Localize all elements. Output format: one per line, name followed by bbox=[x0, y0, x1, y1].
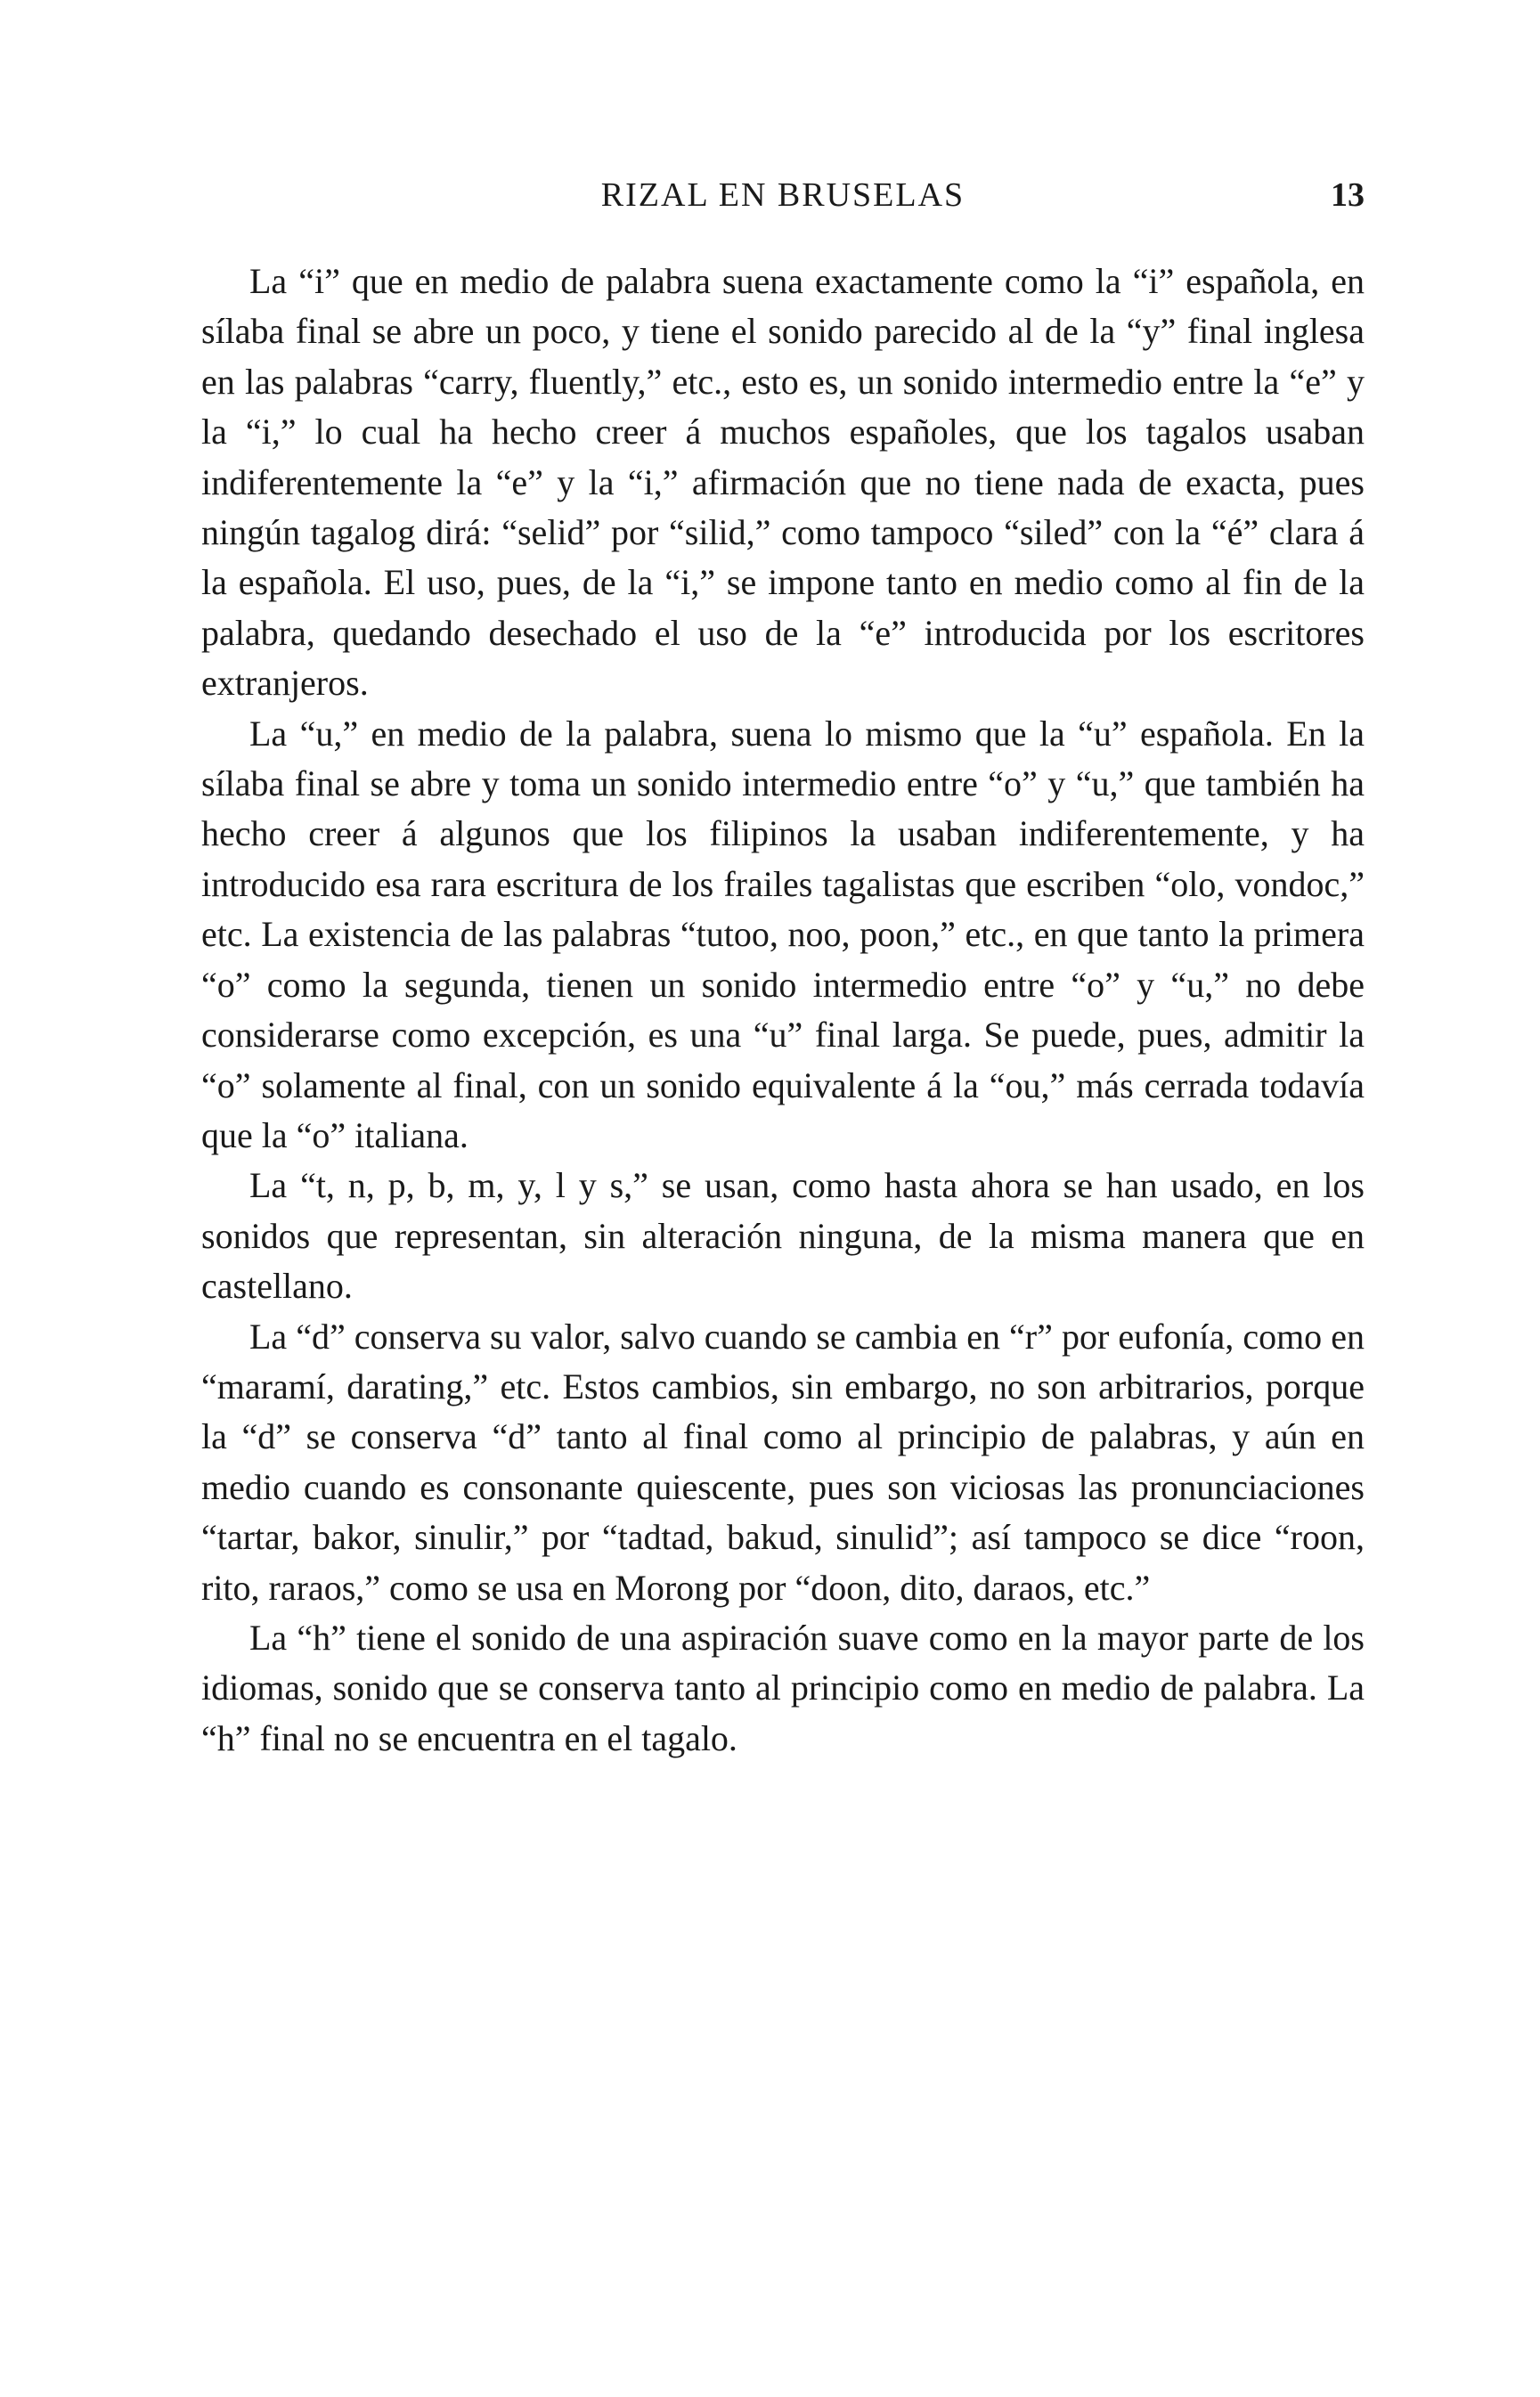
paragraph-consonant-d: La “d” conserva su valor, salvo cuando se cambia en “r” por eufonía, como en “maramí, darating,” etc. Estos cambios, sin embargo, no son arbitrarios, porque la “d” se conserva “d” tanto al final como al principio de palabras, y aún en medio cuando es consonante quiescente, pues son viciosas las pronunciaciones “tartar, bakor, sinulir,” por “tadtad, bakud, sinulid”; así tampoco se dice “roon, rito, raraos,” como se usa en Morong por “doon, dito, daraos, etc.” bbox=[201, 1316, 1365, 1608]
paragraph-vowel-i: La “i” que en medio de palabra suena exactamente como la “i” española, en sílaba final se abre un poco, y tiene el sonido parecido al de la “y” final inglesa en las palabras “carry, fluently,” etc., esto es, un sonido intermedio entre la “e” y la “i,” lo cual ha hecho creer á muchos españoles, que los tagalos usaban indiferentemente la “e” y la “i,” afirmación que no tiene nada de exacta, pues ningún tagalog dirá: “selid” por “silid,” como tampoco “siled” con la “é” clara á la española. El uso, pues, de la “i,” se impone tanto en medio como al fin de la palabra, quedando desechado el uso de la “e” introducida por los escritores extranjeros. bbox=[201, 261, 1365, 704]
page-number: 13 bbox=[1331, 176, 1365, 214]
page-header bbox=[201, 175, 1365, 220]
paragraph-consonant-h: La “h” tiene el sonido de una aspiración suave como en la mayor parte de los idiomas, sonido que se conserva tanto al principio como en medio de palabra. La “h” final no se encuentra en el tagalo. bbox=[201, 1617, 1365, 1758]
running-title: RIZAL EN BRUSELAS bbox=[600, 176, 966, 214]
body-text bbox=[201, 257, 1365, 1764]
paragraph-consonants: La “t, n, p, b, m, y, l y s,” se usan, como hasta ahora se han usado, en los sonidos que representan, sin alteración ninguna, de la misma manera que en castellano. bbox=[201, 1165, 1365, 1307]
paragraph-vowel-u: La “u,” en medio de la palabra, suena lo mismo que la “u” española. En la sílaba final se abre y toma un sonido intermedio entre “o” y “u,” que también ha hecho creer á algunos que los filipinos la usaban indiferentemente, y ha introducido esa rara escritura de los frailes tagalistas que escriben “olo, vondoc,” etc. La existencia de las palabras “tutoo, noo, poon,” etc., en que tanto la primera “o” como la segunda, tienen un sonido intermedio entre “o” y “u,” no debe considerarse como excepción, es una “u” final larga. Se puede, pues, admitir la “o” solamente al final, con un sonido equivalente á la “ou,” más cerrada todavía que la “o” italiana. bbox=[201, 713, 1365, 1155]
